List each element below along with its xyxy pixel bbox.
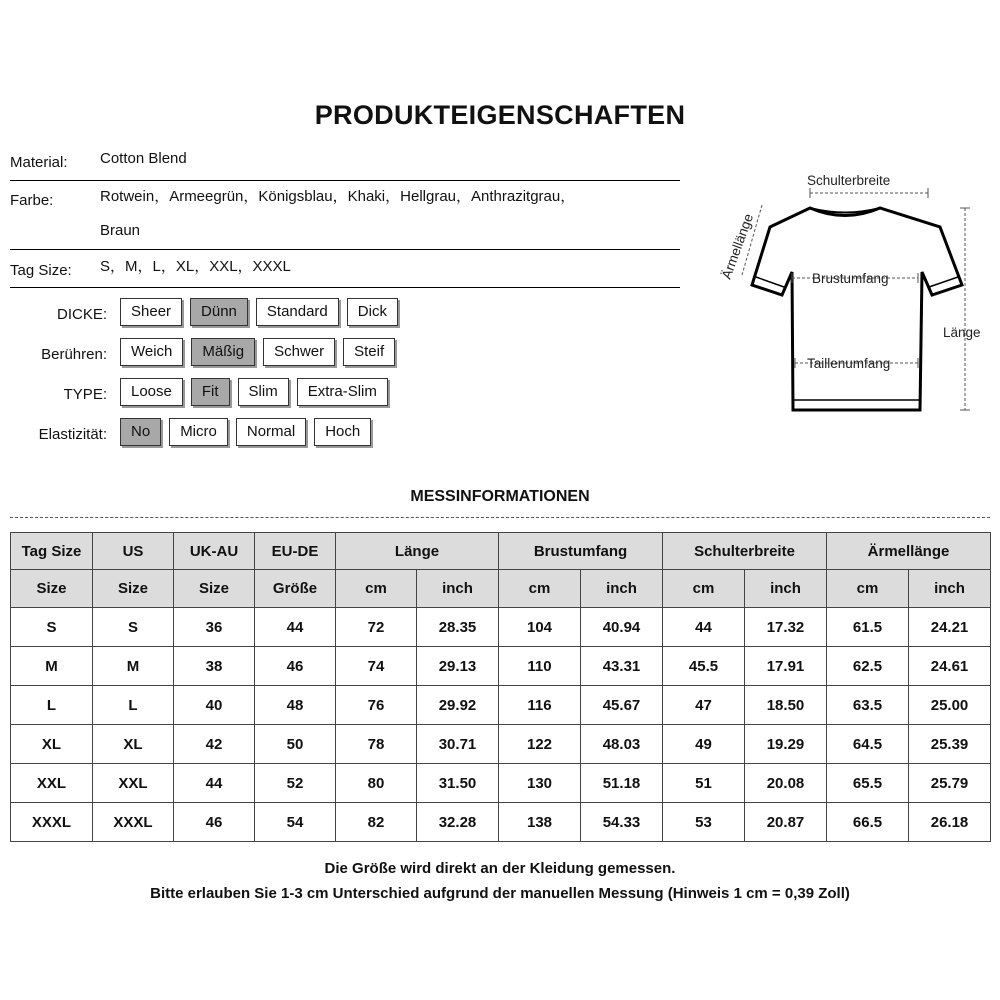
table-cell: XL (93, 725, 174, 764)
table-cell: 61.5 (827, 608, 909, 647)
table-cell: 42 (174, 725, 255, 764)
option-box: Standard (256, 298, 339, 326)
table-cell: 20.87 (745, 803, 827, 842)
table-cell: M (93, 647, 174, 686)
table-subheader-cell: inch (745, 570, 827, 608)
table-row (11, 686, 991, 725)
table-cell: XL (11, 725, 93, 764)
table-row (11, 764, 991, 803)
table-cell: 29.13 (417, 647, 499, 686)
table-cell: 25.00 (909, 686, 991, 725)
table-cell: 19.29 (745, 725, 827, 764)
option-box: Hoch (314, 418, 371, 446)
table-cell: 51 (663, 764, 745, 803)
table-subheader-cell: Größe (255, 570, 336, 608)
table-cell: 116 (499, 686, 581, 725)
table-subheader-cell: cm (827, 570, 909, 608)
table-cell: 24.61 (909, 647, 991, 686)
table-cell: 104 (499, 608, 581, 647)
table-cell: 44 (663, 608, 745, 647)
table-subheader-cell: inch (417, 570, 499, 608)
option-label: DICKE: (56, 306, 107, 323)
table-cell: 48.03 (581, 725, 663, 764)
table-cell: L (11, 686, 93, 725)
table-cell: 53 (663, 803, 745, 842)
table-cell: 25.39 (909, 725, 991, 764)
option-box: Weich (120, 338, 183, 366)
table-cell: XXL (11, 764, 93, 803)
table-row (11, 647, 991, 686)
material-value: Cotton Blend (100, 150, 187, 167)
table-header-cell: Schulterbreite (663, 533, 827, 570)
option-box: Schwer (263, 338, 335, 366)
table-cell: 26.18 (909, 803, 991, 842)
table-cell: 138 (499, 803, 581, 842)
table-cell: XXXL (11, 803, 93, 842)
table-cell: 47 (663, 686, 745, 725)
table-subheader-cell: Size (174, 570, 255, 608)
farbe-label: Farbe: (10, 192, 54, 209)
farbe-value-line1: Rotwein，Armeegrün，Königsblau，Khaki，Hellgrau，Anthrazitgrau， (100, 188, 576, 205)
table-subheader-row (11, 570, 991, 608)
table-cell: 66.5 (827, 803, 909, 842)
option-box: Mäßig (191, 338, 255, 366)
table-cell: 43.31 (581, 647, 663, 686)
table-cell: 46 (174, 803, 255, 842)
table-cell: XXL (93, 764, 174, 803)
table-subheader-cell: cm (663, 570, 745, 608)
table-cell: 17.91 (745, 647, 827, 686)
table-cell: 28.35 (417, 608, 499, 647)
table-cell: 36 (174, 608, 255, 647)
table-cell: 63.5 (827, 686, 909, 725)
table-subheader-cell: cm (336, 570, 417, 608)
brustumfang-label: Brustumfang (812, 271, 889, 286)
taillenumfang-label: Taillenumfang (807, 356, 891, 371)
option-label: Elastizität: (38, 426, 107, 443)
divider (10, 287, 680, 288)
table-header-cell: Tag Size (11, 533, 93, 570)
table-cell: 74 (336, 647, 417, 686)
option-box: Steif (343, 338, 395, 366)
table-cell: 20.08 (745, 764, 827, 803)
table-cell: S (93, 608, 174, 647)
option-box: Dünn (190, 298, 248, 326)
table-cell: 45.5 (663, 647, 745, 686)
table-subheader-cell: Size (93, 570, 174, 608)
shoulder-arrow (810, 188, 928, 198)
table-header-cell: US (93, 533, 174, 570)
tag-size-label: Tag Size: (10, 262, 72, 279)
lange-label: Länge (943, 325, 981, 340)
table-cell: 46 (255, 647, 336, 686)
option-label: TYPE: (63, 386, 107, 403)
dashed-divider (10, 517, 990, 518)
table-header-cell: Ärmellänge (827, 533, 991, 570)
table-row (11, 803, 991, 842)
length-arrow (960, 208, 970, 410)
table-cell: S (11, 608, 93, 647)
table-row (11, 608, 991, 647)
table-cell: 64.5 (827, 725, 909, 764)
table-subheader-cell: inch (909, 570, 991, 608)
option-box: Fit (191, 378, 230, 406)
option-box: Normal (236, 418, 306, 446)
option-box: Extra-Slim (297, 378, 388, 406)
armellange-label: Ärmellänge (718, 211, 757, 282)
table-cell: L (93, 686, 174, 725)
table-cell: 80 (336, 764, 417, 803)
note-line-1: Die Größe wird direkt an der Kleidung gemessen. (324, 860, 676, 877)
table-cell: 44 (174, 764, 255, 803)
option-box: Slim (238, 378, 289, 406)
table-cell: 52 (255, 764, 336, 803)
table-cell: 40.94 (581, 608, 663, 647)
table-cell: 72 (336, 608, 417, 647)
schulterbreite-label: Schulterbreite (807, 173, 891, 188)
table-header-cell: Brustumfang (499, 533, 663, 570)
table-cell: 110 (499, 647, 581, 686)
page-title: PRODUKTEIGENSCHAFTEN (314, 100, 686, 130)
table-cell: 51.18 (581, 764, 663, 803)
material-label: Material: (10, 154, 68, 171)
option-box: Sheer (120, 298, 182, 326)
tshirt-icon (752, 208, 962, 410)
table-subheader-cell: Size (11, 570, 93, 608)
note-line-2: Bitte erlauben Sie 1-3 cm Unterschied aufgrund der manuellen Messung (Hinweis 1 cm = 0,39 Zoll) (150, 885, 850, 902)
table-cell: 44 (255, 608, 336, 647)
table-row (11, 725, 991, 764)
tshirt-diagram (700, 165, 1000, 425)
option-label: Berühren: (41, 346, 107, 363)
table-cell: M (11, 647, 93, 686)
table-cell: 29.92 (417, 686, 499, 725)
table-header-cell: EU-DE (255, 533, 336, 570)
size-table (10, 532, 991, 842)
table-header-row (11, 533, 991, 570)
table-cell: 49 (663, 725, 745, 764)
farbe-value-line2: Braun (100, 222, 141, 239)
table-cell: 65.5 (827, 764, 909, 803)
table-cell: 31.50 (417, 764, 499, 803)
table-header-cell: Länge (336, 533, 499, 570)
option-box: Loose (120, 378, 183, 406)
table-cell: 25.79 (909, 764, 991, 803)
table-cell: 48 (255, 686, 336, 725)
table-cell: 122 (499, 725, 581, 764)
table-cell: 45.67 (581, 686, 663, 725)
tag-size-value: S，M，L，XL，XXL，XXXL (100, 258, 291, 275)
table-cell: 54 (255, 803, 336, 842)
table-cell: 40 (174, 686, 255, 725)
table-cell: 130 (499, 764, 581, 803)
measurement-title: MESSINFORMATIONEN (410, 488, 590, 505)
table-cell: XXXL (93, 803, 174, 842)
table-cell: 32.28 (417, 803, 499, 842)
table-subheader-cell: inch (581, 570, 663, 608)
table-cell: 24.21 (909, 608, 991, 647)
table-cell: 54.33 (581, 803, 663, 842)
table-header-cell: UK-AU (174, 533, 255, 570)
table-subheader-cell: cm (499, 570, 581, 608)
option-box: Micro (169, 418, 228, 446)
table-cell: 17.32 (745, 608, 827, 647)
table-cell: 78 (336, 725, 417, 764)
option-box: Dick (347, 298, 398, 326)
table-cell: 38 (174, 647, 255, 686)
table-cell: 76 (336, 686, 417, 725)
table-cell: 82 (336, 803, 417, 842)
table-cell: 50 (255, 725, 336, 764)
option-box: No (120, 418, 161, 446)
table-cell: 62.5 (827, 647, 909, 686)
table-cell: 30.71 (417, 725, 499, 764)
table-cell: 18.50 (745, 686, 827, 725)
